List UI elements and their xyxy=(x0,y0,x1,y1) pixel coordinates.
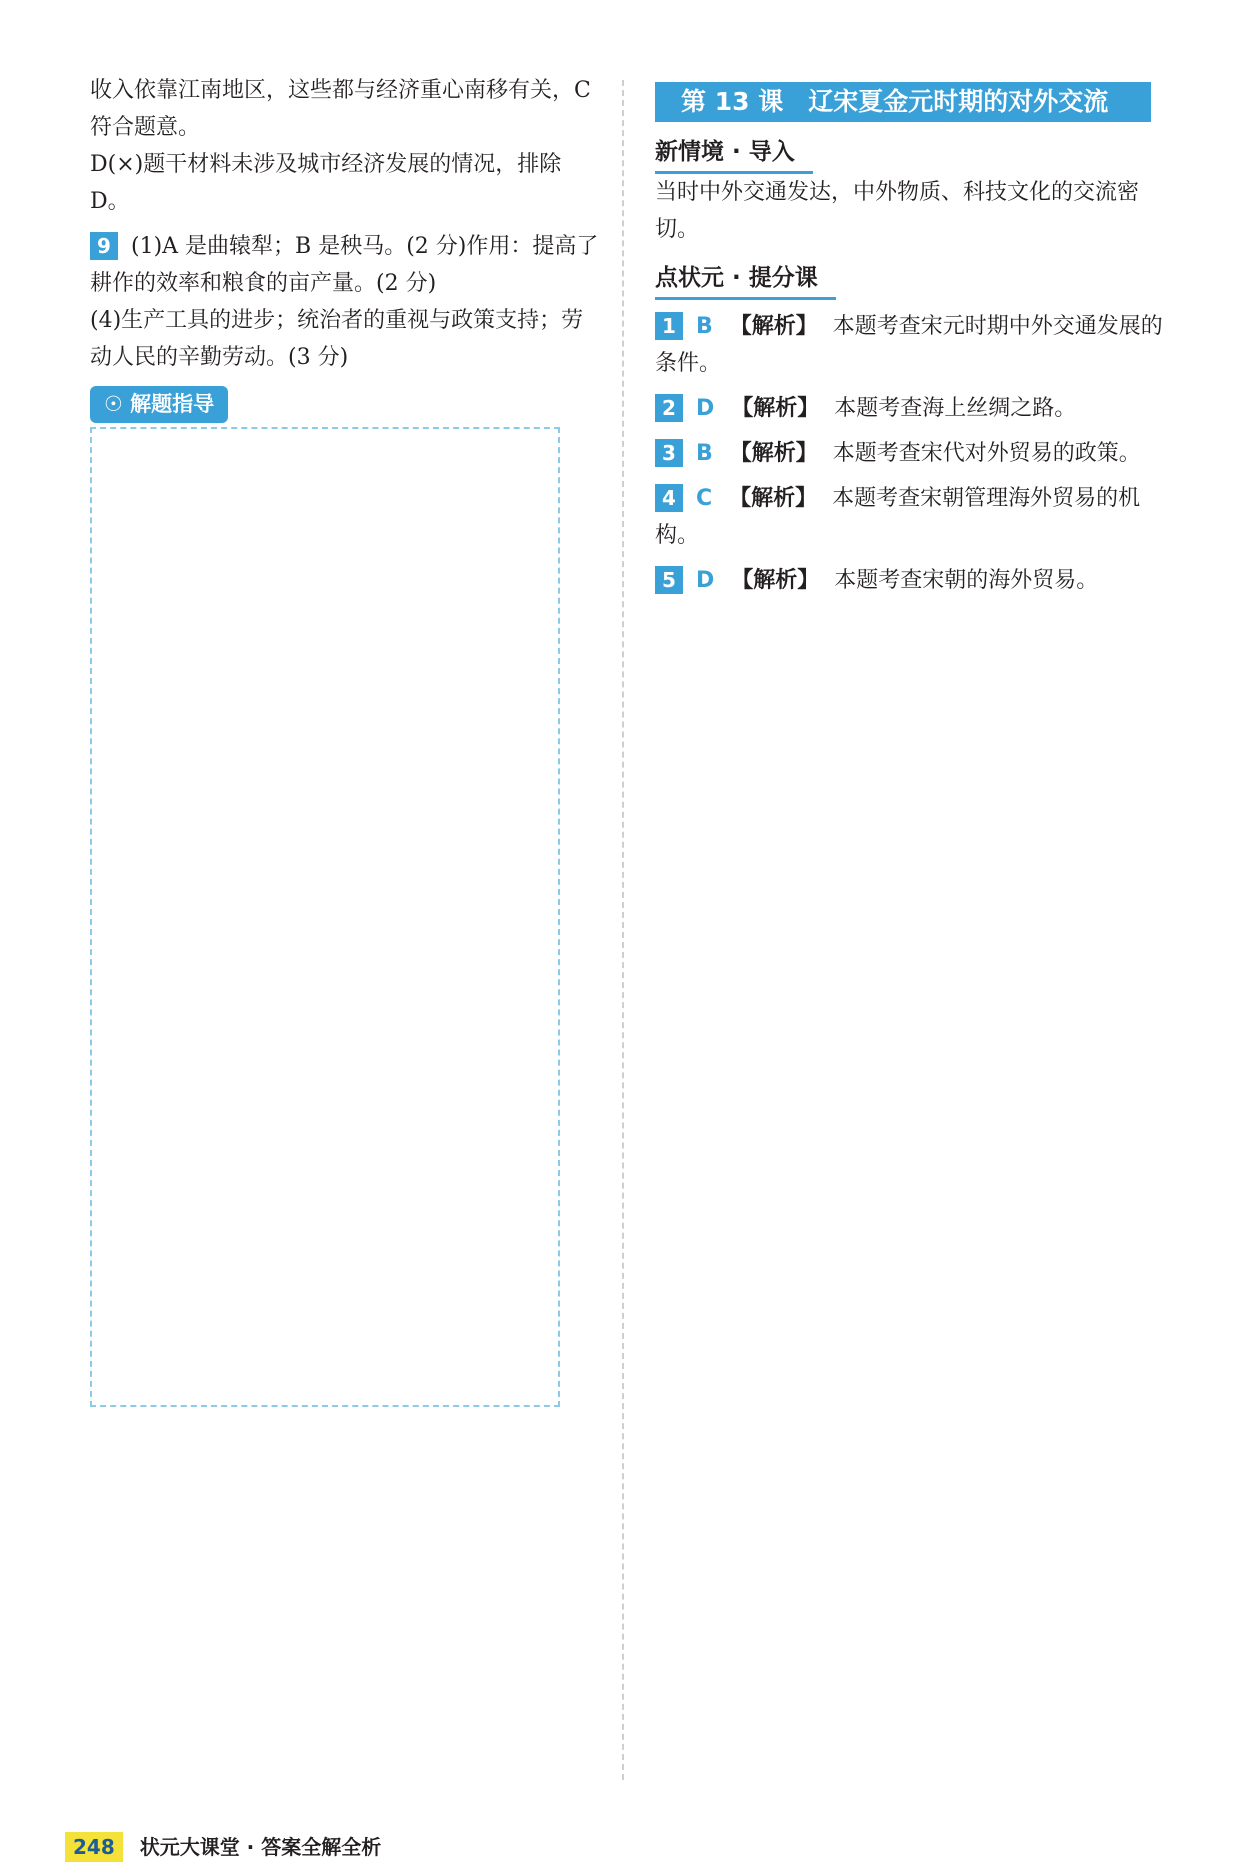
section-practice-title: 点状元 · 提分课 xyxy=(655,260,836,300)
question-number: 1 xyxy=(655,312,683,340)
answer-letter: B xyxy=(696,314,713,339)
answer-letter: D xyxy=(696,568,715,593)
question-lead: 本题考查宋代对外贸易的政策。 xyxy=(832,441,1141,466)
question-9 xyxy=(90,228,600,302)
question-lead: 本题考查宋元时期中外交通发展的条件。 xyxy=(655,314,1163,376)
answer-letter: D xyxy=(696,396,715,421)
analysis-tag: 【解析】 xyxy=(729,441,818,466)
book-title: 状元大课堂 · 答案全解全析 xyxy=(139,1835,382,1859)
guide-box xyxy=(90,427,560,1407)
question-2 xyxy=(655,390,1175,427)
question-number: 9 xyxy=(90,232,118,260)
question-5 xyxy=(655,562,1175,599)
q9-line: (1)A 是曲辕犁；B 是秧马。(2 分)作用：提高了耕作的效率和粮食的亩产量。(2 分) xyxy=(90,234,599,296)
page-footer xyxy=(65,1832,381,1862)
guide-title: 解题指导 xyxy=(130,392,215,416)
question-4 xyxy=(655,480,1175,554)
answer-letter: C xyxy=(696,486,713,511)
question-3 xyxy=(655,435,1175,472)
section-intro-text: 当时中外交通发达，中外物质、科技文化的交流密切。 xyxy=(655,180,1140,242)
section-intro-title: 新情境 · 导入 xyxy=(655,134,813,174)
question-lead: 本题考查宋朝的海外贸易。 xyxy=(834,568,1099,593)
question-1 xyxy=(655,308,1175,382)
lightbulb-icon: ☉ xyxy=(104,392,123,416)
question-number: 2 xyxy=(655,394,683,422)
q8-tail-line: D(×)题干材料未涉及城市经济发展的情况，排除 D。 xyxy=(90,152,562,214)
question-lead: 本题考查宋朝管理海外贸易的机构。 xyxy=(655,486,1141,548)
question-number: 3 xyxy=(655,439,683,467)
guide-heading xyxy=(90,386,228,423)
q8-tail-line: 收入依靠江南地区，这些都与经济重心南移有关，C 符合题意。 xyxy=(90,78,591,140)
analysis-tag: 【解析】 xyxy=(731,396,820,421)
analysis-tag: 【解析】 xyxy=(731,568,820,593)
column-divider xyxy=(622,80,624,1780)
question-number: 5 xyxy=(655,566,683,594)
right-column xyxy=(655,82,1175,599)
analysis-tag: 【解析】 xyxy=(729,314,818,339)
question-lead: 本题考查海上丝绸之路。 xyxy=(834,396,1077,421)
left-column xyxy=(90,72,600,1407)
q9-line: (4)生产工具的进步；统治者的重视与政策支持；劳动人民的辛勤劳动。(3 分) xyxy=(90,308,584,370)
page-number: 248 xyxy=(65,1832,123,1862)
answer-letter: B xyxy=(696,441,713,466)
question-number: 4 xyxy=(655,484,683,512)
analysis-tag: 【解析】 xyxy=(729,486,818,511)
lesson-title: 第 13 课 辽宋夏金元时期的对外交流 xyxy=(655,82,1151,122)
